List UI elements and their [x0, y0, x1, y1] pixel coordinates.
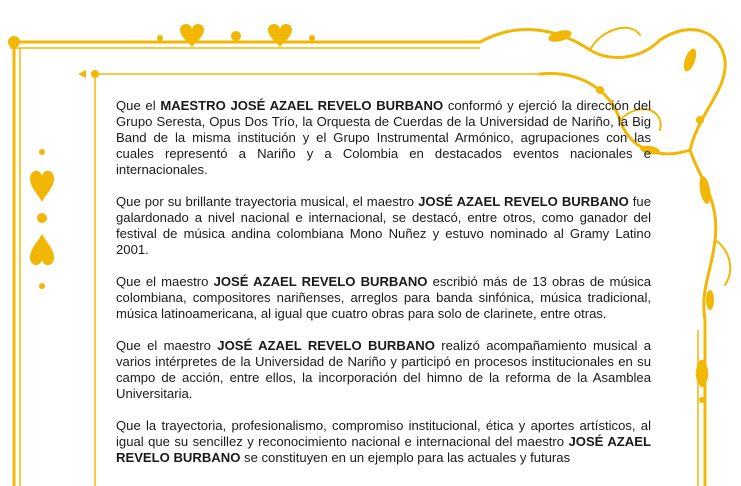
paragraph-text: Que por su brillante trayectoria musical, el maestro — [116, 194, 419, 209]
name-highlight: JOSÉ AZAEL REVELO BURBANO — [217, 338, 435, 353]
paragraph-3 — [116, 274, 651, 322]
top-heart-ornament — [157, 24, 315, 48]
paragraph-4 — [116, 338, 651, 402]
left-border-lines — [14, 42, 95, 486]
paragraph-text: escribió más de 13 obras de música colombiana, compositores nariñenses, arreglos para banda sinfónica, música tradicional, música latinoamericana, al igual que cuatro obras para solo de clarinete, entre otras. — [116, 274, 652, 321]
paragraph-text: conformó y ejerció la dirección del Grupo Seresta, Opus Dos Trío, la Orquesta de Cuerdas de la Universidad de Nariño, la Big Band de la misma institución y el Grupo Instrumental Armónico, agrupaciones con las cuales representó a Nariño y a Colombia en destacados eventos nacionales e internacionales. — [116, 98, 652, 177]
name-highlight: JOSÉ AZAEL REVELO BURBANO — [116, 434, 651, 465]
paragraph-text: Que la trayectoria, profesionalismo, compromiso institucional, ética y aportes artísticos, al igual que su sencillez y reconocimiento nacional e internacional del maestro — [116, 418, 651, 449]
paragraph-2 — [116, 194, 651, 258]
paragraph-text: Que el maestro — [116, 274, 214, 289]
paragraph-text: Que el — [116, 98, 161, 113]
name-highlight: MAESTRO JOSÉ AZAEL REVELO BURBANO — [160, 98, 444, 113]
name-highlight: JOSÉ AZAEL REVELO BURBANO — [418, 194, 629, 209]
paragraph-text: realizó acompañamiento musical a varios intérpretes de la Universidad de Nariño y participó en procesos institucionales en su campo de acción, entre ellos, la incorporación del himno de la reforma de la Asamblea Universitaria. — [116, 338, 651, 401]
name-highlight: JOSÉ AZAEL REVELO BURBANO — [213, 274, 428, 289]
top-border-lines — [10, 42, 540, 74]
paragraph-text: Que el maestro — [116, 338, 218, 353]
paragraph-text: se constituyen en un ejemplo para las actuales y futuras — [240, 450, 571, 465]
left-heart-ornament — [30, 149, 54, 289]
right-border-lines — [698, 320, 705, 486]
paragraph-1 — [116, 98, 651, 178]
paragraph-text: fue galardonado a nivel nacional e internacional, se destacó, entre otros, como ganador del festival de música andina colombiana Mono Nuñez y estuvo nominado al Gramy Latino 2001. — [116, 194, 651, 257]
document-body — [116, 98, 651, 482]
paragraph-5 — [116, 418, 651, 466]
